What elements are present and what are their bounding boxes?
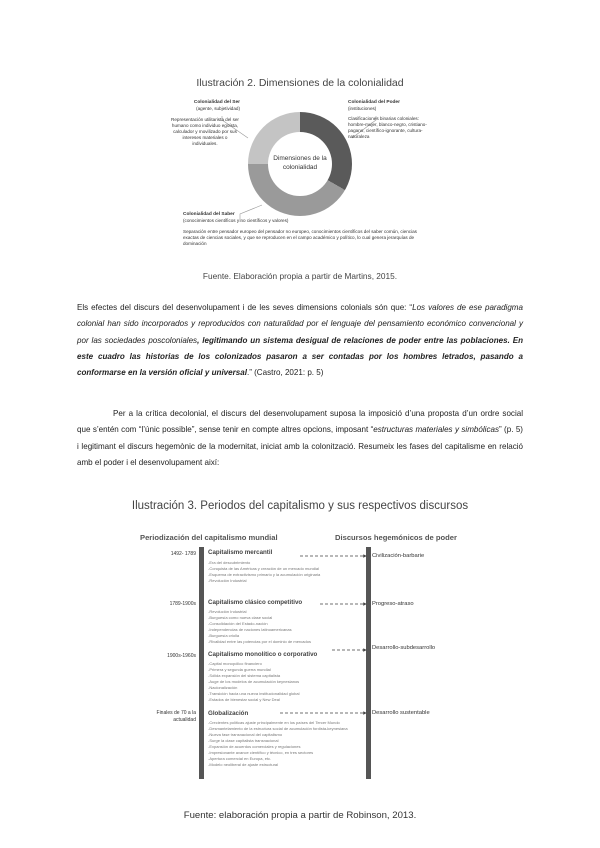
stage-4-item: -Desmantelamiento de la estructura social de acumulación fordista-keynesiana <box>208 726 348 731</box>
stage-3-date: 1900s-1960s <box>167 653 196 659</box>
stage-2-item: -Burguesía como nueva clase social <box>208 615 273 620</box>
stage-2-item: -Independencias de naciones latinoamericanas <box>208 627 292 632</box>
stage-1-item: -Conquista de las Américas y creación de un mercado mundial <box>208 566 319 571</box>
stage-1-item: -Esquema de extractivismo primario y la acumulación originaria <box>208 572 321 577</box>
stage-4-item: -Crecientes políticas ajuste principalmente en los países del Tercer Mundo <box>208 720 340 725</box>
label-saber-sub: (conocimientos científicos y no científicos y valores) <box>183 218 289 224</box>
label-ser-sub: (agente, subjetividad) <box>196 106 240 112</box>
label-saber-text: Separación entre pensador europeo del pensador no europeo, conocimientos científicos del saber común, ciencias exactas de ciencias sociales, y que se reproducen en el campo académico y político, lo cual genera jerarquías de dominación <box>183 229 417 246</box>
stage-4-item: -Expansión de acuerdos comerciales y regulaciones <box>208 744 301 749</box>
stage-1-item: -Era del descubrimiento <box>208 560 251 565</box>
stage-3-name: Capitalismo monolítico o corporativo <box>208 651 318 658</box>
label-ser-heading: Colonialidad del Ser <box>193 100 240 105</box>
stage-4-date: Finales de 70 a la actualidad <box>156 710 196 723</box>
stage-4-item: -Impresionante avance científico y técnico, en tres sectores <box>208 750 314 755</box>
stage-4-item: -Nueva fase transnacional del capitalismo <box>208 732 283 737</box>
stage-4-item: -Surge la clase capitalista transnacional <box>208 738 279 743</box>
label-ser-text: Representación utilitarista del ser humano como individuo egoísta, calculador y movilizado por sus intereses materiales o individuales. <box>171 117 239 146</box>
label-poder-text: Clasificaciones binarias coloniales: hombre-mujer, blanco-negro, cristiano-pagano, científico-ignorante, cultura-naturaleza <box>348 116 427 139</box>
figure1-source: Fuente. Elaboración propia a partir de Martins, 2015. <box>202 271 398 281</box>
p1-quote1: Los valores de ese paradigma colonial han sido incorporados y reproducidos con naturalidad por el lenguaje del pensamiento económico convencional y por las sociedades poscoloniales <box>77 303 523 345</box>
p1-quote-end: .” <box>246 368 255 378</box>
stage-3-item: -Sólida expansión del sistema capitalista <box>208 673 281 678</box>
stage-2-item: -Consolidación del Estado-nación <box>208 621 268 626</box>
label-poder-sub: (instituciones) <box>348 106 377 112</box>
p1-intro: Els efectes del discurs del desenvolupament i de les seves dimensions colonials són que: “ <box>77 303 413 312</box>
donut-center-label: Dimensiones de la colonialidad <box>268 132 332 196</box>
stage-2-item: -Rivalidad entre las potencias por el dominio de mercados <box>208 639 311 644</box>
stage-1-discourse: Civilización-barbarie <box>372 553 425 559</box>
p1-citation: (Castro, 2021: p. 5) <box>254 368 324 378</box>
figure1-title: Ilustración 2. Dimensiones de la colonialidad <box>196 77 404 89</box>
stage-1-date: 1492- 1789 <box>170 551 196 557</box>
stage-3-item: -Estados de bienestar social y New Deal <box>208 697 280 702</box>
stage-3-item: -Capital monopólico financiero <box>208 661 262 666</box>
p2-part1: Per a la crítica decolonial, el discurs del desenvolupament suposa la imposició d’una proposta d’un ordre social que s’entén com “l’únic possible”, sense tenir en compte altres opcions, imposant “ <box>77 409 523 435</box>
stage-2-date: 1789-1900s <box>169 601 196 607</box>
stage-2-item: -Revolución Industrial <box>208 609 247 614</box>
p2-part2: ” (p. 5) i legitimant el discurs hegemònic de la modernitat, iniciat amb la colonització. Resumeix les fases del capitalisme en relació amb el poder i el desenvolupament així: <box>77 425 523 467</box>
stage-4-item: -Apertura comercial en Europa, etc. <box>208 756 272 761</box>
left-column-header: Periodización del capitalismo mundial <box>140 533 278 542</box>
label-saber-heading: Colonialidad del Saber <box>183 212 235 217</box>
stage-3-item: -Nacionalización <box>208 685 238 690</box>
stage-4-name: Globalización <box>208 710 249 717</box>
stage-2-discourse: Progreso-atraso <box>372 601 414 607</box>
stage-3-item: -Primera y segunda guerra mundial <box>208 667 271 672</box>
label-poder-heading: Colonialidad del Poder <box>348 100 400 105</box>
stage-4-discourse: Desarrollo sustentable <box>372 710 430 716</box>
stage-2-item: -Burguesía criolla <box>208 633 240 638</box>
stage-4-item: -Modelo neoliberal de ajuste estructural <box>208 762 279 767</box>
p1-quote2: , legitimando un sistema desigual de relaciones de poder entre las poblaciones. En este cuadro las historias de los colonizados pasaron a ser contadas por los hombres letrados, pasando a conformarse en la versión oficial y universal <box>77 335 523 378</box>
stage-1-name: Capitalismo mercantil <box>208 549 273 556</box>
stage-3-item: -Transición hacia una nueva institucionalidad global <box>208 691 300 696</box>
figure2-title: Ilustración 3. Periodos del capitalismo y sus respectivos discursos <box>131 500 469 512</box>
stage-3-item: -Auge de los modelos de acumulación keynesianos <box>208 679 300 684</box>
stage-1-item: -Revolución Industrial <box>208 578 247 583</box>
p2-italic: estructuras materiales y simbólicas <box>373 425 499 435</box>
stage-2-name: Capitalismo clásico competitivo <box>208 599 303 606</box>
right-column-header: Discursos hegemónicos de poder <box>335 533 457 542</box>
figure2-source: Fuente: elaboración propia a partir de Robinson, 2013. <box>183 810 417 821</box>
stage-3-discourse: Desarrollo-subdesarrollo <box>372 645 436 651</box>
